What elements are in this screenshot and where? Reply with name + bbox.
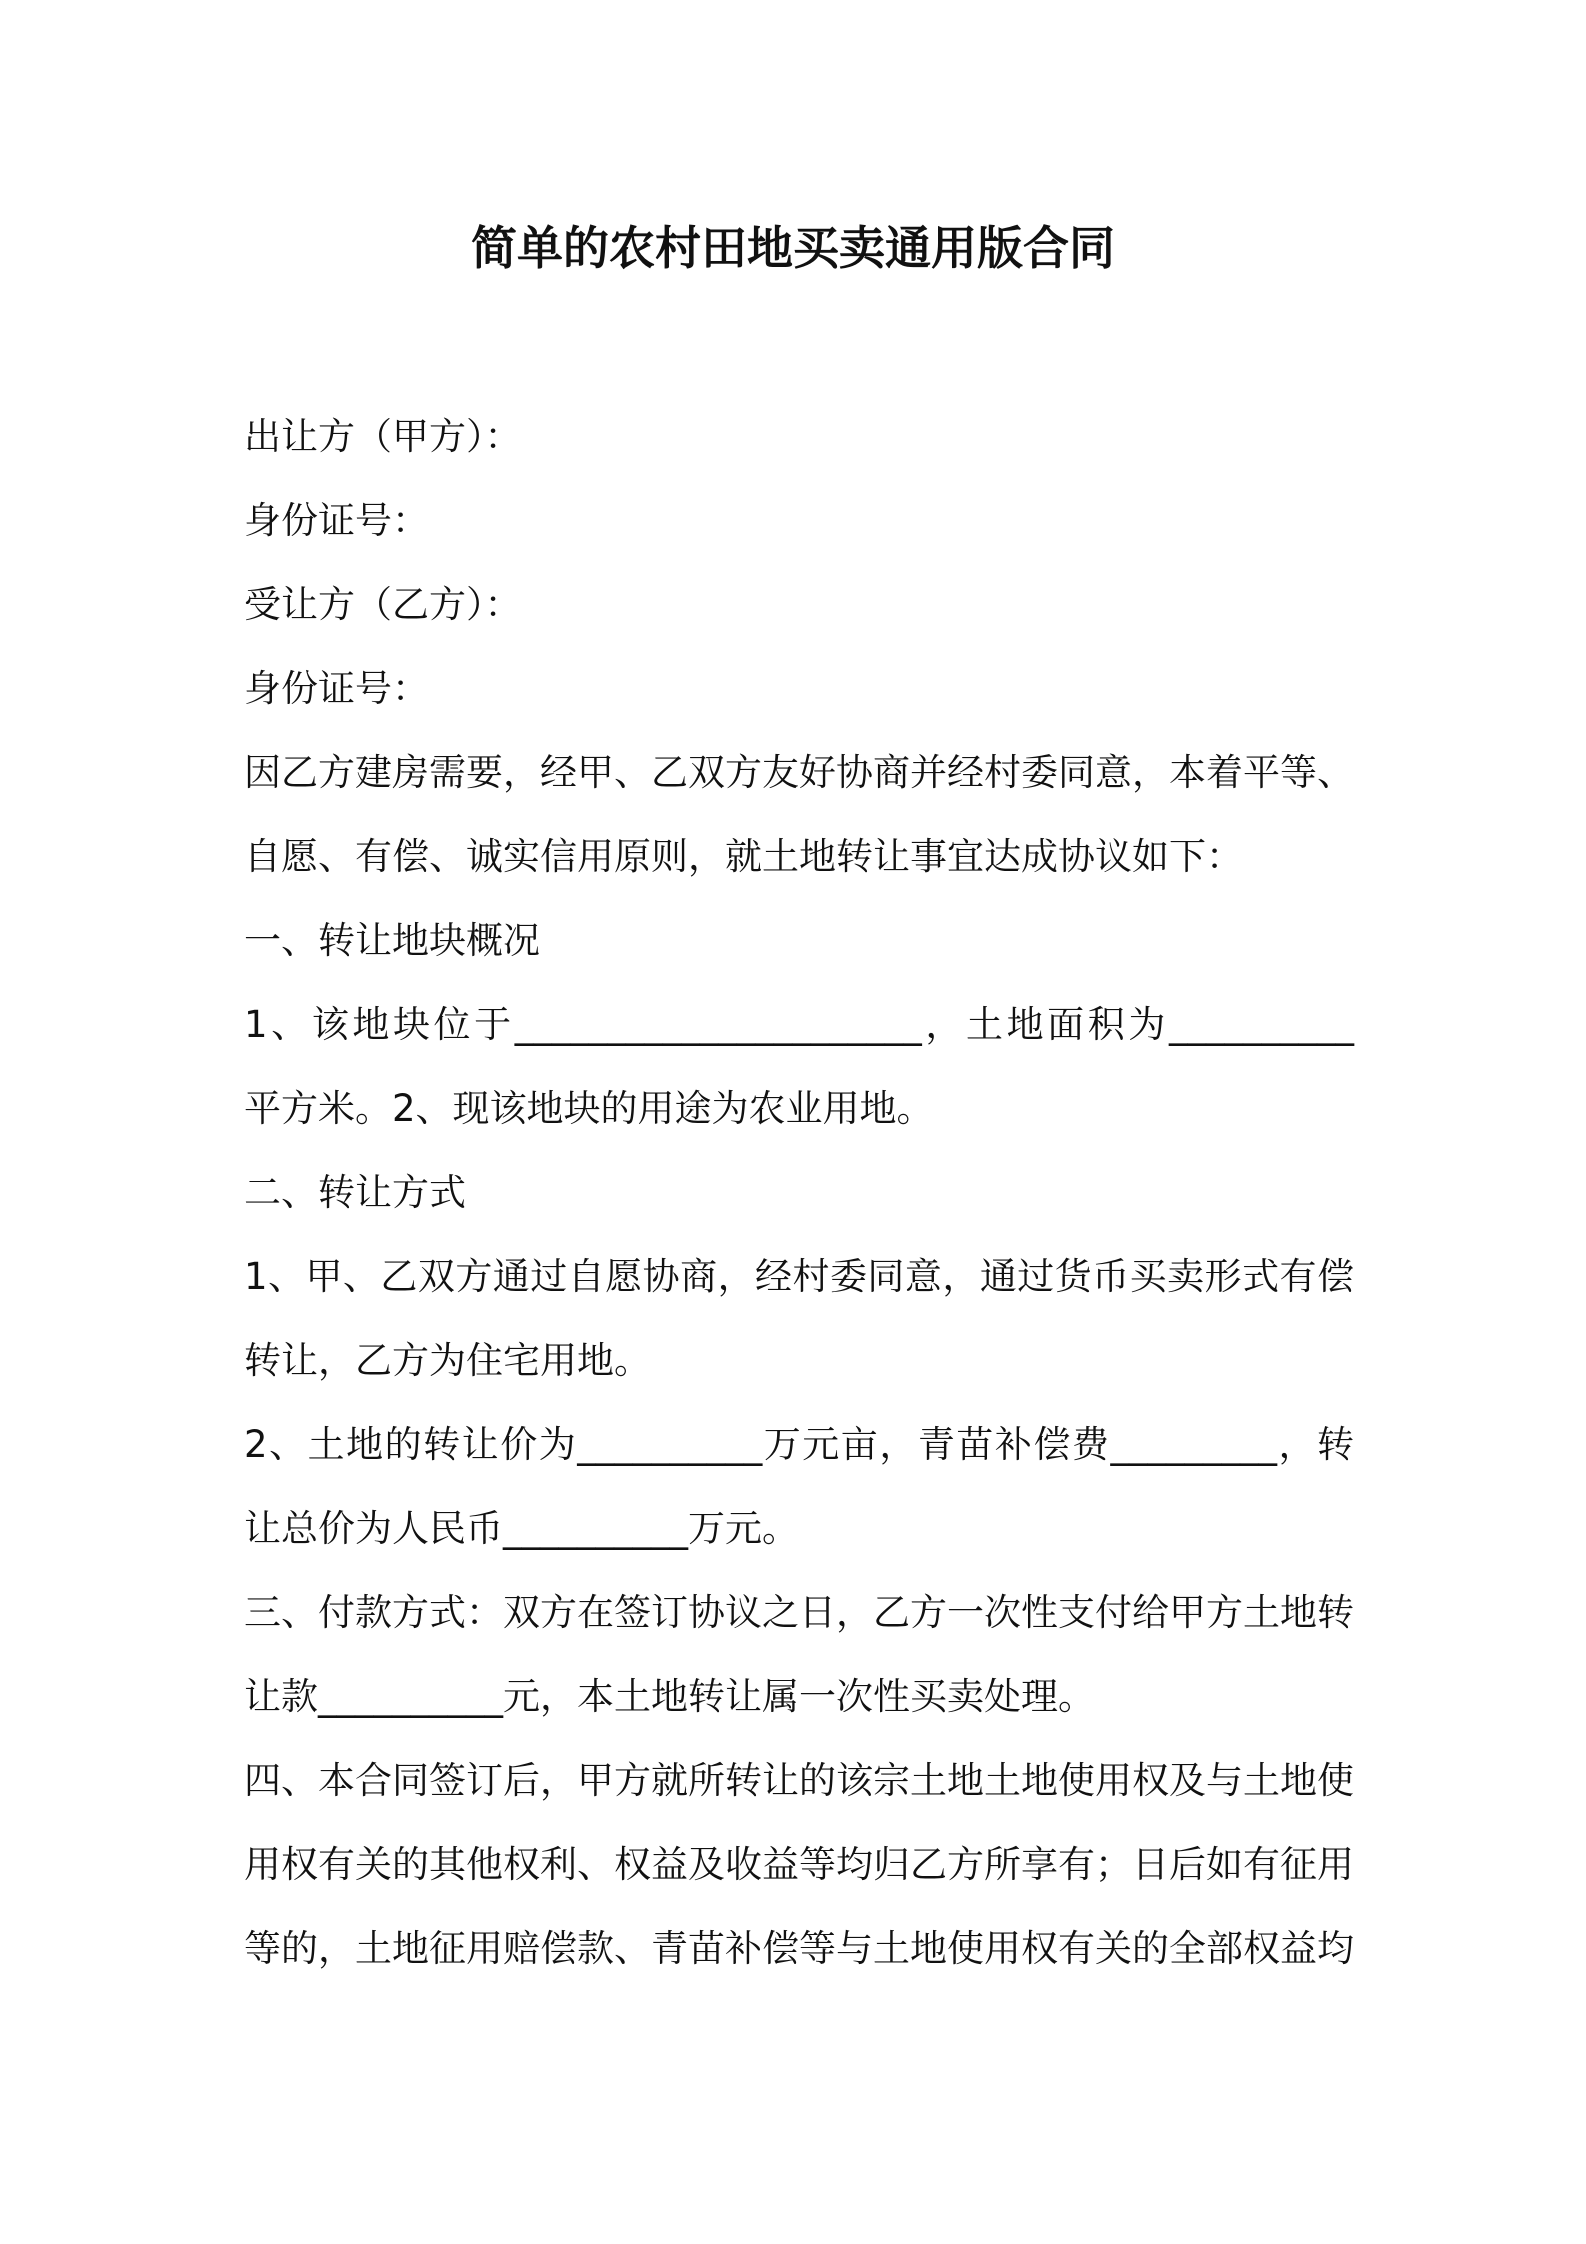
party-a-id-label: 身份证号：: [244, 499, 429, 542]
section-2-item-1-line-2: 转让，乙方为住宅用地。: [244, 1339, 651, 1382]
preamble-line-1: 因乙方建房需要，经甲、乙双方友好协商并经村委同意，本着平等、: [244, 751, 1354, 794]
section-4-line-2: 用权有关的其他权利、权益及收益等均归乙方所享有；日后如有征用: [244, 1843, 1354, 1886]
section-2-heading: 二、转让方式: [244, 1171, 466, 1214]
document-title: 简单的农村田地买卖通用版合同: [471, 221, 1115, 275]
section-4-line-1: 四、本合同签订后，甲方就所转让的该宗土地土地使用权及与土地使: [244, 1759, 1354, 1802]
section-3-line-2: 让款__________元，本土地转让属一次性买卖处理。: [244, 1675, 1095, 1718]
section-1-heading: 一、转让地块概况: [244, 919, 540, 962]
section-2-item-1-line-1: 1、甲、乙双方通过自愿协商，经村委同意，通过货币买卖形式有偿: [244, 1255, 1354, 1298]
section-1-item-1-line-2: 平方米。2、现该地块的用途为农业用地。: [244, 1087, 934, 1130]
party-b-id-label: 身份证号：: [244, 667, 429, 710]
preamble-line-2: 自愿、有偿、诚实信用原则，就土地转让事宜达成协议如下：: [244, 835, 1243, 878]
section-1-item-1-line-1: 1、该地块位于______________________，土地面积为__________: [244, 1003, 1354, 1046]
section-3-line-1: 三、付款方式：双方在签订协议之日，乙方一次性支付给甲方土地转: [244, 1591, 1354, 1634]
section-2-item-2-line-1: 2、土地的转让价为__________万元亩，青苗补偿费_________，转: [244, 1423, 1354, 1466]
party-a-label: 出让方（甲方）：: [244, 415, 522, 458]
party-b-label: 受让方（乙方）：: [244, 583, 522, 626]
section-4-line-3: 等的，土地征用赔偿款、青苗补偿等与土地使用权有关的全部权益均: [244, 1927, 1354, 1970]
section-2-item-2-line-2: 让总价为人民币__________万元。: [244, 1507, 799, 1550]
